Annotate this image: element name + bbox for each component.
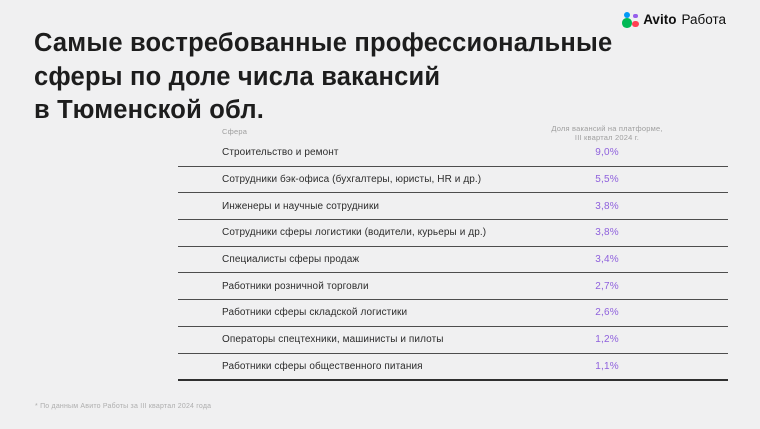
- share-value-cell: 1,1%: [595, 360, 619, 372]
- share-value-cell: 2,7%: [595, 280, 619, 292]
- sphere-name-cell: Строительство и ремонт: [222, 147, 339, 159]
- share-value-cell: 9,0%: [595, 147, 619, 159]
- sphere-name-cell: Сотрудники бэк-офиса (бухгалтеры, юристы, HR и др.): [222, 174, 482, 186]
- sphere-name-cell: Работники сферы складской логистики: [222, 307, 408, 319]
- sphere-name-cell: Инженеры и научные сотрудники: [222, 200, 380, 212]
- column-header-sphere: Сфера: [222, 127, 248, 136]
- vacancy-share-table: [178, 121, 728, 381]
- table-row: [178, 300, 728, 327]
- avito-logo-icon: [622, 11, 639, 28]
- share-value-cell: 3,4%: [595, 254, 619, 266]
- table-header-row: [178, 121, 728, 140]
- footnote: * По данным Авито Работы за III квартал 2024 года: [35, 403, 212, 410]
- page-title: [34, 27, 612, 128]
- avito-rabota-logo: [622, 11, 726, 28]
- share-value-cell: 5,5%: [595, 174, 619, 186]
- logo-dot-green: [622, 18, 632, 28]
- sphere-name-cell: Работники розничной торговли: [222, 280, 369, 292]
- table-row: [178, 327, 728, 354]
- share-value-cell: 2,6%: [595, 307, 619, 319]
- logo-brand-text: Avito: [643, 12, 677, 27]
- share-value-cell: 3,8%: [595, 227, 619, 239]
- logo-dot-purple: [633, 14, 638, 19]
- title-line-3: в Тюменской обл.: [34, 96, 265, 124]
- sphere-name-cell: Сотрудники сферы логистики (водители, курьеры и др.): [222, 227, 487, 239]
- table-row: [178, 354, 728, 382]
- table-row: [178, 247, 728, 274]
- logo-dot-red: [632, 21, 639, 28]
- table-row: [178, 220, 728, 247]
- share-value-cell: 1,2%: [595, 334, 619, 346]
- sphere-name-cell: Специалисты сферы продаж: [222, 254, 360, 266]
- title-line-2: сферы по доле числа вакансий: [34, 62, 441, 91]
- column-header-share: [522, 121, 692, 140]
- table-row: [178, 140, 728, 167]
- logo-product-text: Работа: [681, 12, 726, 27]
- title-line-1: Самые востребованные профессиональные: [34, 29, 613, 57]
- table-row: [178, 193, 728, 220]
- column-header-share-line-1: Доля вакансий на платформе,: [551, 124, 663, 133]
- table-row: [178, 167, 728, 194]
- column-header-share-line-2: III квартал 2024 г.: [574, 133, 640, 142]
- sphere-name-cell: Операторы спецтехники, машинисты и пилоты: [222, 334, 444, 346]
- table-row: [178, 273, 728, 300]
- sphere-name-cell: Работники сферы общественного питания: [222, 360, 423, 372]
- share-value-cell: 3,8%: [595, 200, 619, 212]
- logo-dot-blue: [624, 12, 630, 18]
